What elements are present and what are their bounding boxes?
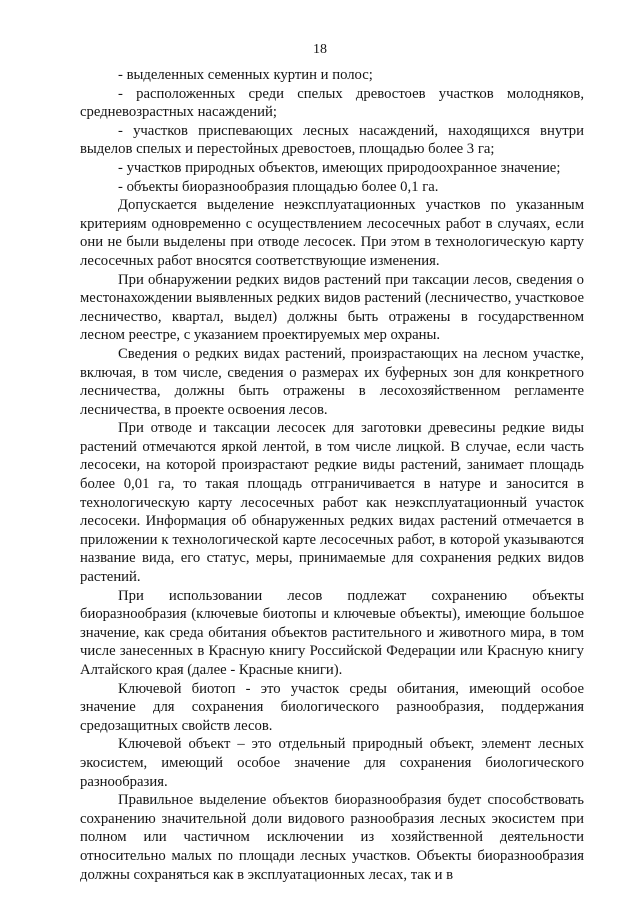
paragraph: При использовании лесов подлежат сохранению объекты биоразнообразия (ключевые биотопы и ключевые объекты), имеющие большое значение, как среда обитания объектов растительного и животного мира, в том числе занесенных в Красную книгу Российской Федерации или Красную книгу Алтайского края (далее - Красные книги). (80, 587, 584, 678)
document-body (80, 66, 584, 884)
list-item: - объекты биоразнообразия площадью более 0,1 га. (118, 178, 439, 195)
paragraph: Сведения о редких видах растений, произрастающих на лесном участке, включая, в том числе, сведения о размерах их буферных зон для конкретного лесничества, должны быть отражены в лесохозяйственном регламенте лесничества, в проекте освоения лесов. (80, 345, 584, 418)
paragraph: Ключевой биотоп - это участок среды обитания, имеющий особое значение для сохранения биологического разнообразия, поддержания средозащитных свойств лесов. (80, 680, 584, 734)
paragraph: Правильное выделение объектов биоразнообразия будет способствовать сохранению значительной доли видового разнообразия лесных экосистем при полном или частичном исключении из хозяйственной деятельности относительно малых по площади лесных участков. Объекты биоразнообразия должны сохраняться как в эксплуатационных лесах, так и в (80, 792, 584, 883)
list-item: - участков природных объектов, имеющих природоохранное значение; (118, 159, 561, 176)
list-item: - выделенных семенных куртин и полос; (118, 67, 373, 83)
paragraph: При отводе и таксации лесосек для заготовки древесины редкие виды растений отмечаются яркой лентой, в том числе лицкой. В случае, если часть лесосеки, на которой произрастают редкие виды растений, занимает площадь более 0,01 га, то такая площадь отграничивается в натуре и заносится в технологическую карту лесосечных работ как неэксплуатационный участок лесосеки. Информация об обнаруженных редких видах растений отмечается в приложении к технологической карте лесосечных работ, в которой указываются название вида, его статус, меры, принимаемые для сохранения редких видов растений. (80, 420, 584, 586)
list-item: - участков приспевающих лесных насаждений, находящихся внутри выделов спелых и перестойных древостоев, площадью более 3 га; (80, 122, 584, 158)
paragraph: Допускается выделение неэксплуатационных участков по указанным критериям одновременно с осуществлением лесосечных работ в случаях, если они не были выделены при отводе лесосек. При этом в технологическую карту лесосечных работ вносятся соответствующие изменения. (80, 197, 584, 269)
paragraph: Ключевой объект – это отдельный природный объект, элемент лесных экосистем, имеющий особое значение для сохранения биологического разнообразия. (80, 736, 584, 790)
list-item: - расположенных среди спелых древостоев участков молодняков, средневозрастных насаждений; (80, 85, 584, 121)
paragraph: При обнаружении редких видов растений при таксации лесов, сведения о местонахождении выявленных редких видов растений (лесничество, участковое лесничество, квартал, выдел) должны быть отражены в государственном лесном реестре, с указанием проектируемых мер охраны. (80, 271, 584, 344)
page-number: 18 (313, 42, 327, 57)
